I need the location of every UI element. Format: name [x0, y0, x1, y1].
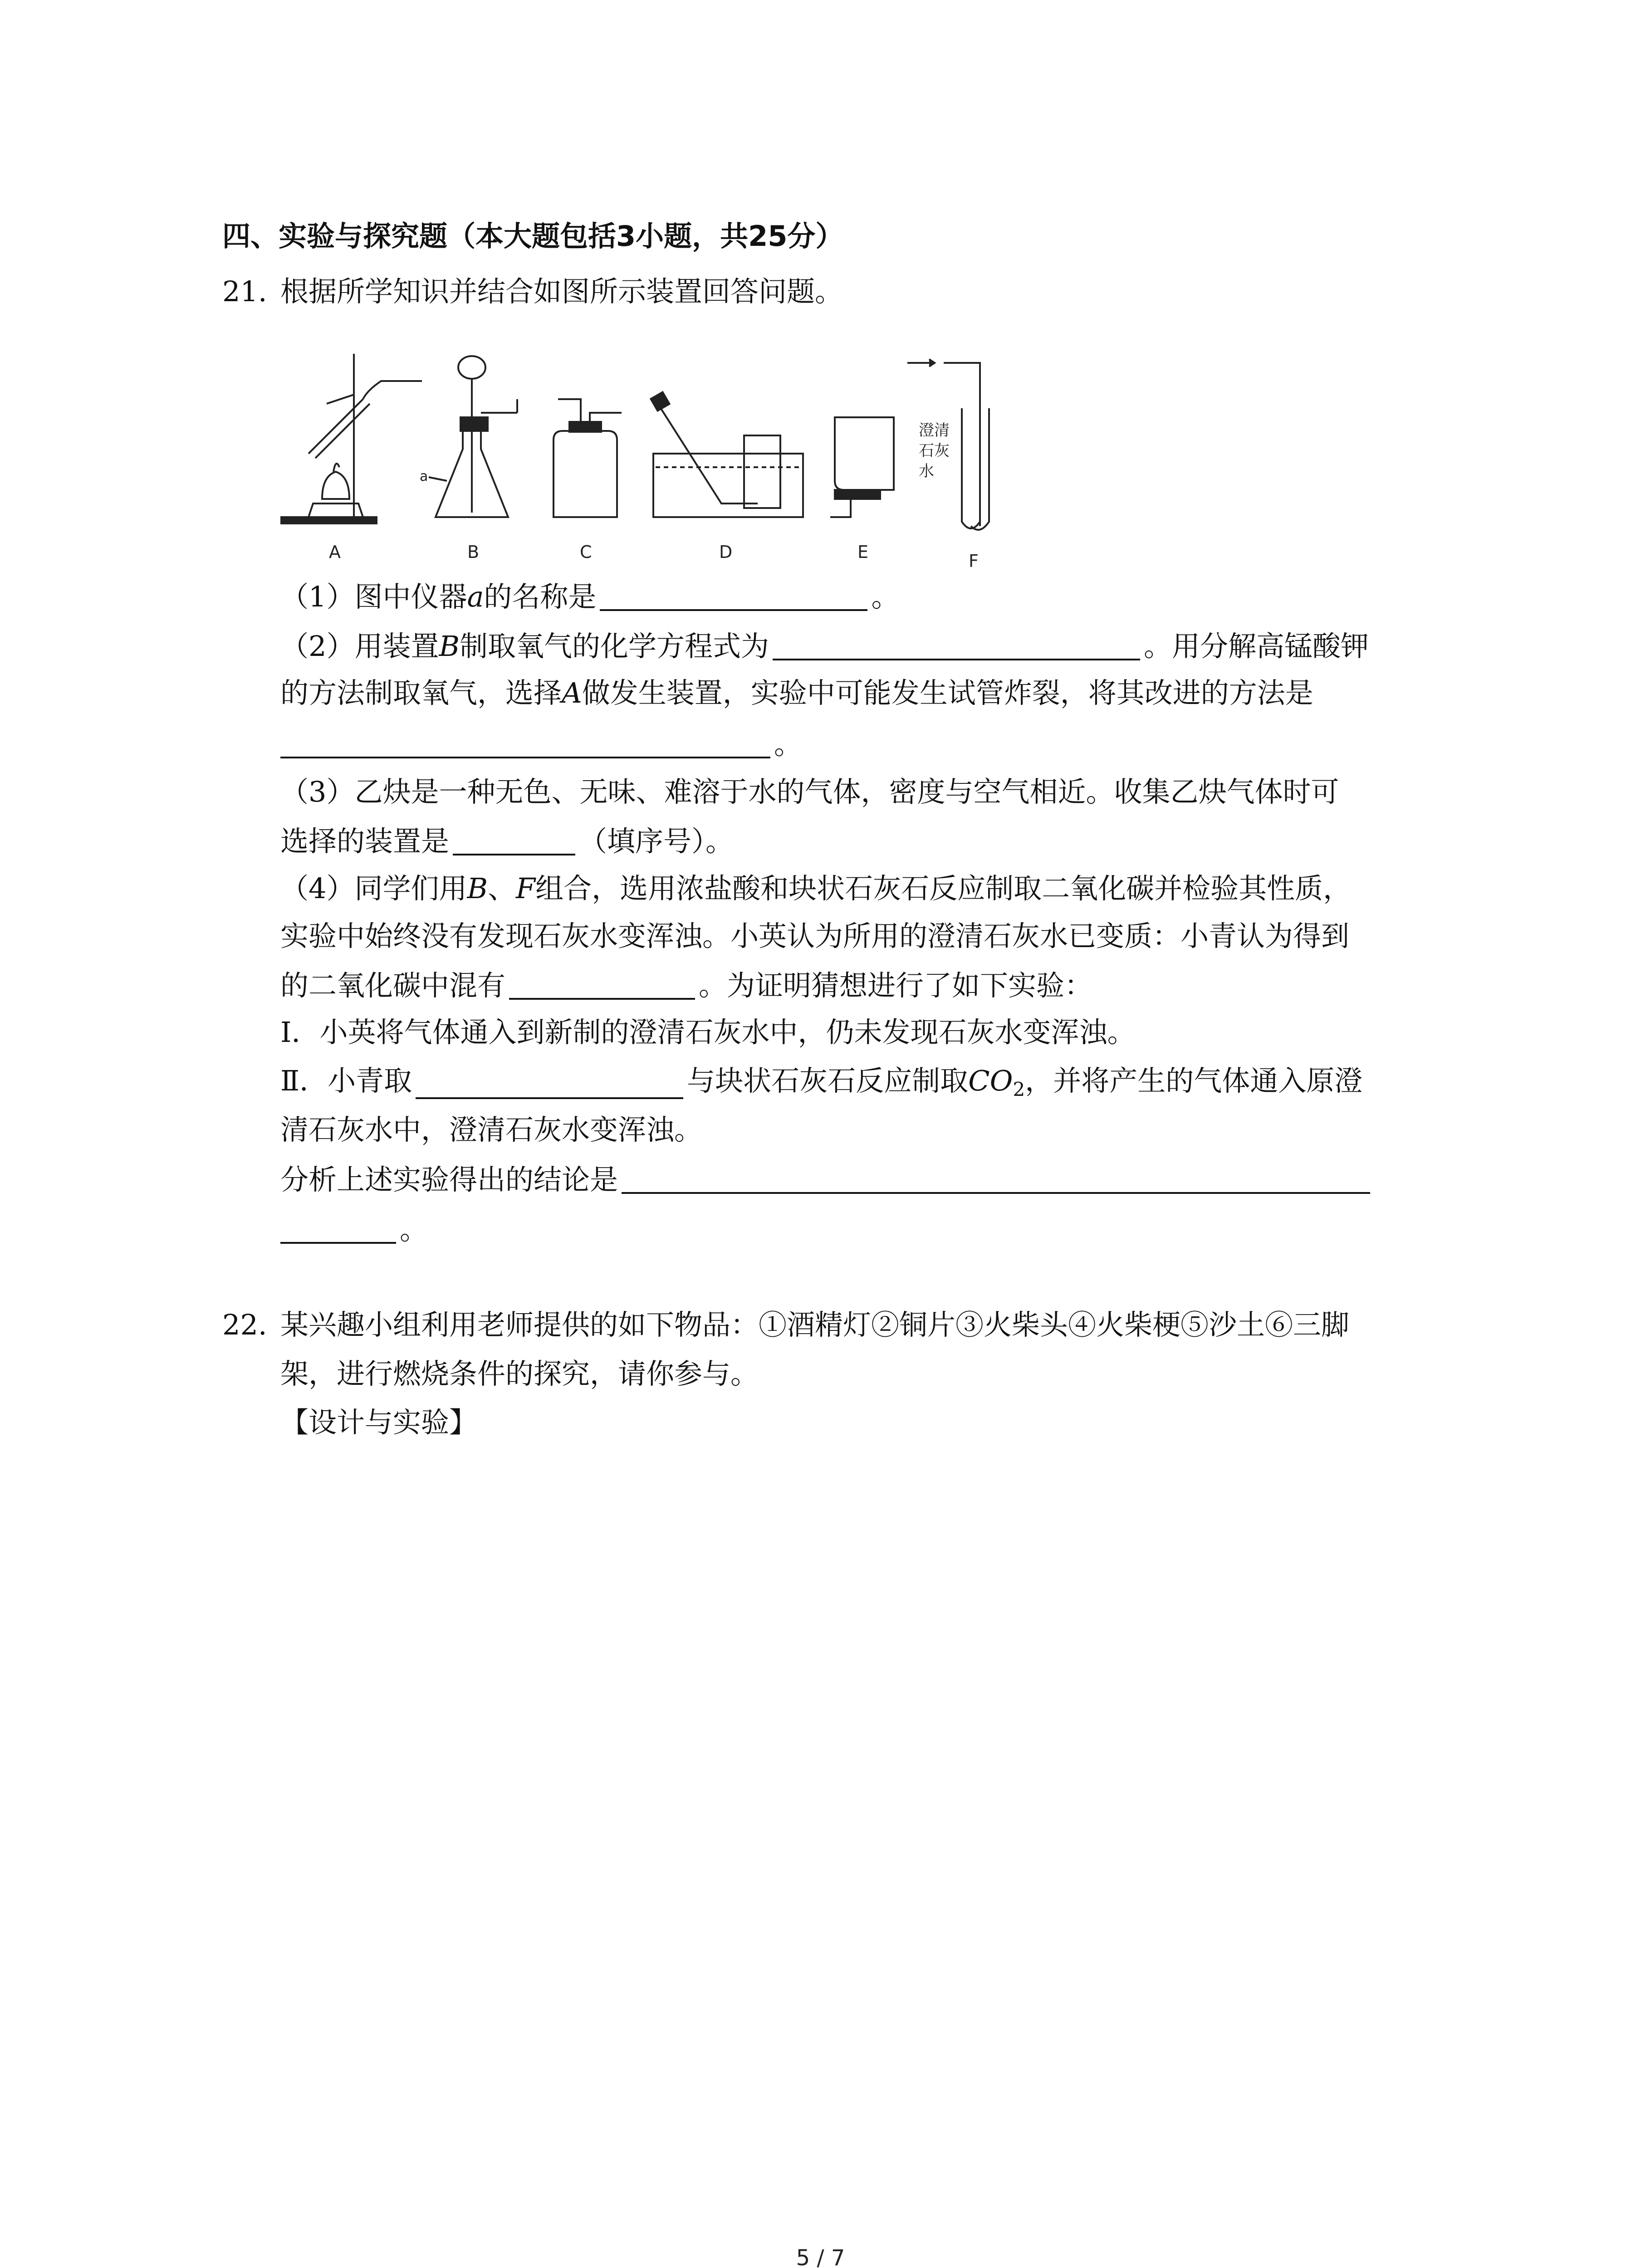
- q21-part4-line3: 的二氧化碳中混有 。为证明猜想进行了如下实验：: [280, 969, 1093, 1002]
- answer-blank-1[interactable]: [600, 582, 867, 611]
- q21-part2-line3: 。: [280, 729, 802, 758]
- q21-part3-line1: （3）乙炔是一种无色、无味、难溶于水的气体，密度与空气相近。收集乙炔气体时可: [280, 775, 1339, 808]
- q21-part4-conclusion-line1: 分析上述实验得出的结论是: [280, 1165, 1374, 1194]
- q22-number: 22.: [222, 1308, 267, 1341]
- answer-blank-2[interactable]: [773, 631, 1140, 660]
- q21-part4-conclusion-line2: 。: [280, 1215, 428, 1244]
- apparatus-d: [651, 392, 803, 562]
- q21-part4-line2: 实验中始终没有发现石灰水变浑浊。小英认为所用的澄清石灰水已变质：小青认为得到: [280, 919, 1350, 953]
- q21-stem: 根据所学知识并结合如图所示装置回答问题。: [280, 275, 843, 308]
- apparatus-b: [420, 356, 517, 562]
- apparatus-figure: [272, 345, 1016, 572]
- page-number: 5 / 7: [796, 2245, 845, 2268]
- label-a-pointer: a: [420, 469, 428, 484]
- q21-part4-line1: （4）同学们用B、F组合，选用浓盐酸和块状石灰石反应制取二氧化碳并检验其性质，: [280, 872, 1352, 905]
- q22-line2: 架，进行燃烧条件的探究，请你参与。: [280, 1357, 759, 1390]
- q21-part4-step2-line2: 清石灰水中，澄清石灰水变浑浊。: [280, 1113, 703, 1146]
- q21-number: 21.: [222, 275, 267, 308]
- label-f-line1: 澄清: [919, 421, 950, 440]
- apparatus-e: [830, 417, 894, 562]
- answer-blank-7[interactable]: [622, 1165, 1370, 1194]
- label-d: D: [719, 542, 733, 562]
- answer-blank-4[interactable]: [453, 826, 575, 855]
- apparatus-a: [281, 354, 422, 562]
- q22-line1: 某兴趣小组利用老师提供的如下物品：①酒精灯②铜片③火柴头④火柴梗⑤沙土⑥三脚: [280, 1308, 1350, 1341]
- answer-blank-5[interactable]: [509, 971, 695, 1000]
- q21-part4-step2-line1: Ⅱ．小青取 与块状石灰石反应制取$CO_2$，并将产生的气体通入原澄: [280, 1064, 1363, 1100]
- label-e: E: [857, 542, 869, 562]
- label-b: B: [467, 542, 480, 562]
- answer-blank-8[interactable]: [280, 1215, 396, 1244]
- label-a: A: [329, 542, 341, 562]
- answer-blank-6[interactable]: [416, 1070, 683, 1099]
- label-f-line2: 石灰: [919, 442, 950, 460]
- q21-part3-line2: 选择的装置是 （填序号）。: [280, 825, 734, 858]
- label-f: F: [969, 551, 979, 571]
- q21-part4-step1: Ⅰ．小英将气体通入到新制的澄清石灰水中，仍未发现石灰水变浑浊。: [280, 1016, 1136, 1049]
- apparatus-f: [907, 359, 989, 571]
- q21-part2-line1: （2）用装置B制取氧气的化学方程式为 。用分解高锰酸钾: [280, 630, 1369, 663]
- label-f-line3: 水: [919, 462, 934, 480]
- section-title: 四、实验与探究题（本大题包括3小题，共25分）: [222, 220, 844, 253]
- q22-section-heading: 【设计与实验】: [280, 1406, 478, 1439]
- answer-blank-3[interactable]: [280, 729, 770, 758]
- apparatus-c: [554, 399, 622, 562]
- q21-part2-line2: 的方法制取氧气，选择A做发生装置，实验中可能发生试管炸裂，将其改进的方法是: [280, 676, 1313, 709]
- label-c: C: [580, 542, 592, 562]
- q21-part1: （1）图中仪器a的名称是 。: [280, 580, 900, 613]
